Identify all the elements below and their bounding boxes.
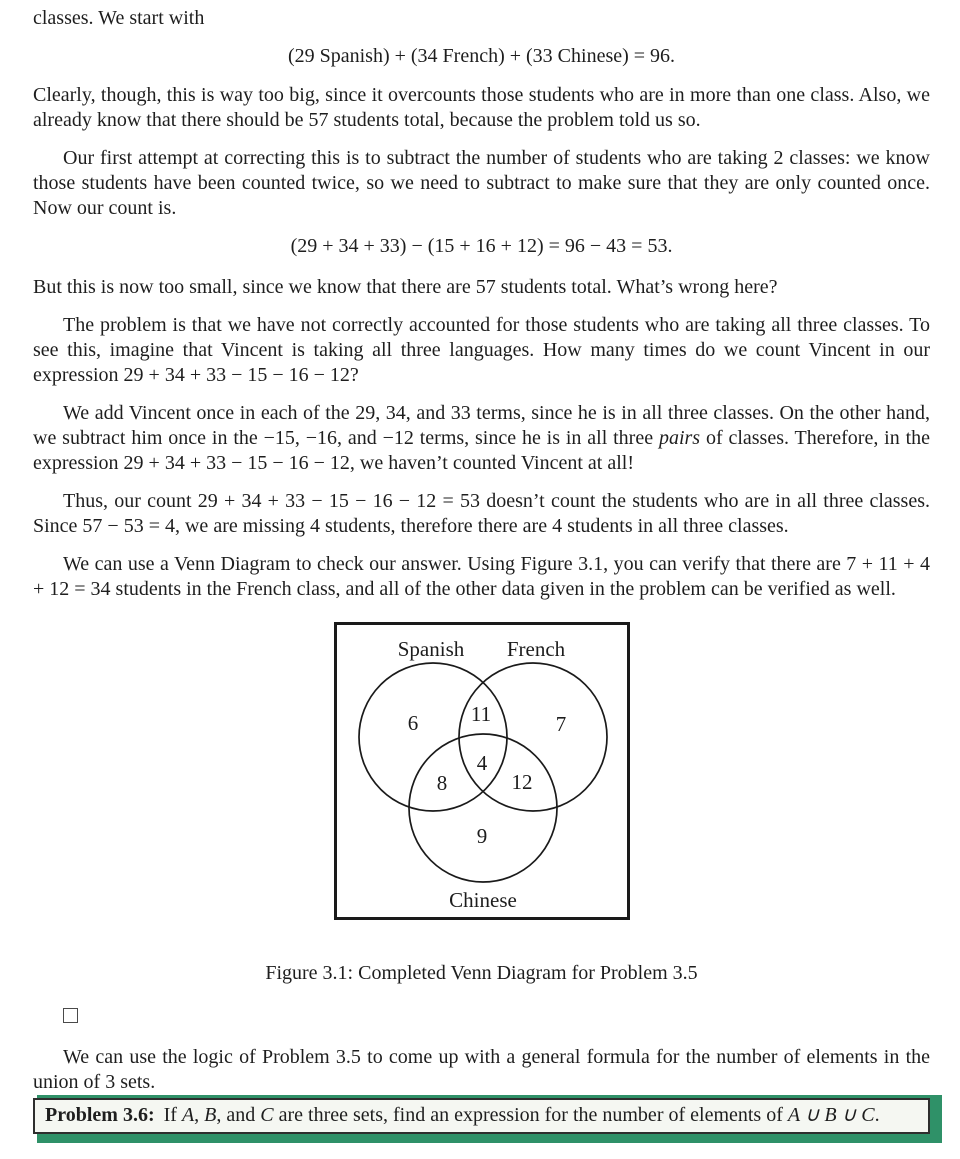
caption-text: Figure 3.1: Completed Venn Diagram for Problem 3.5 xyxy=(265,962,698,984)
paragraph-general-formula xyxy=(33,1045,930,1095)
equation-text: (29 + 34 + 33) − (15 + 16 + 12) = 96 − 43 = 53. xyxy=(290,235,673,257)
value-spanish-chinese: 8 xyxy=(436,771,447,795)
paragraph-text: We can use a Venn Diagram to check our answer. Using Figure 3.1, you can verify that there are 7 + 11 + 4 + 12 = 34 students in the French class, and all of the other data given in the problem can be verified as well. xyxy=(33,553,930,600)
venn-diagram-svg xyxy=(334,622,630,920)
italic-word: pairs xyxy=(658,427,701,449)
value-spanish-french: 11 xyxy=(470,702,491,726)
equation-text: (29 Spanish) + (34 French) + (33 Chinese) = 96. xyxy=(287,45,676,67)
intro-text: classes. We start with xyxy=(33,7,205,29)
paragraph-text: We can use the logic of Problem 3.5 to come up with a general formula for the number of elements in the union of 3 sets. xyxy=(33,1046,930,1093)
problem-label: Problem 3.6: xyxy=(45,1104,155,1126)
problem-3-6-box xyxy=(33,1098,930,1134)
problem-text: , xyxy=(194,1104,205,1126)
value-spanish-only: 6 xyxy=(407,711,418,735)
paragraph-text: Our first attempt at correcting this is to subtract the number of students who are taking 2 classes: we know those students have been counted twice, so we need to subtract to make sure that they are only counted once. Now our count is. xyxy=(33,147,930,219)
value-french-chinese: 12 xyxy=(511,770,532,794)
paragraph-text: Clearly, though, this is way too big, since it overcounts those students who are in more than one class. Also, we already know that there should be 57 students total, because the problem told us so. xyxy=(33,84,930,131)
paragraph-text: We add Vincent once in each of the 29, 34, and 33 terms, since he is in all three classes. On the other hand, we subtract him once in the −15, −16, and −12 terms, since he is in all three xyxy=(33,402,930,449)
paragraph-intro xyxy=(33,6,930,31)
paragraph-text: of classes. Therefore, in the expression 29 + 34 + 33 − 15 − 16 − 12, we haven’t counted Vincent at all! xyxy=(33,427,931,474)
paragraph-text: The problem is that we have not correctly accounted for those students who are taking all three classes. To see this, imagine that Vincent is taking all three languages. How many times do we count Vincent in our expression 29 + 34 + 33 − 15 − 16 − 12? xyxy=(33,314,930,386)
figure-caption xyxy=(33,961,930,986)
chinese-label: Chinese xyxy=(448,888,517,912)
paragraph-too-small xyxy=(33,275,930,300)
spanish-label: Spanish xyxy=(397,637,464,661)
equation-sum-96 xyxy=(33,44,930,69)
value-chinese-only: 9 xyxy=(476,824,487,848)
paragraph-first-attempt xyxy=(33,146,930,221)
paragraph-overcount xyxy=(33,83,930,133)
paragraph-accounting xyxy=(33,313,930,388)
variable-a: A xyxy=(181,1104,195,1126)
paragraph-text: But this is now too small, since we know that there are 57 students total. What’s wrong here? xyxy=(33,276,778,298)
problem-text: If xyxy=(163,1104,182,1126)
paragraph-thus xyxy=(33,489,930,539)
problem-3-6-container xyxy=(33,1098,930,1134)
equation-subtract-53 xyxy=(33,234,930,259)
variable-c: C xyxy=(260,1104,274,1126)
french-label: French xyxy=(506,637,565,661)
union-expression: A ∪ B ∪ C xyxy=(787,1104,875,1126)
paragraph-text: Thus, our count 29 + 34 + 33 − 15 − 16 − 12 = 53 doesn’t count the students who are in all three classes. Since 57 − 53 = 4, we are missing 4 students, therefore there are 4 students in all three classes. xyxy=(33,490,930,537)
value-all-three: 4 xyxy=(476,751,487,775)
paragraph-venn-check xyxy=(33,552,930,602)
variable-b: B xyxy=(204,1104,217,1126)
value-french-only: 7 xyxy=(555,712,566,736)
problem-text: . xyxy=(874,1104,880,1126)
paragraph-vincent xyxy=(33,401,930,476)
qed-square xyxy=(63,1008,78,1023)
problem-text: are three sets, find an expression for the number of elements of xyxy=(273,1104,788,1126)
venn-diagram-figure xyxy=(334,622,630,927)
problem-text: , and xyxy=(216,1104,261,1126)
